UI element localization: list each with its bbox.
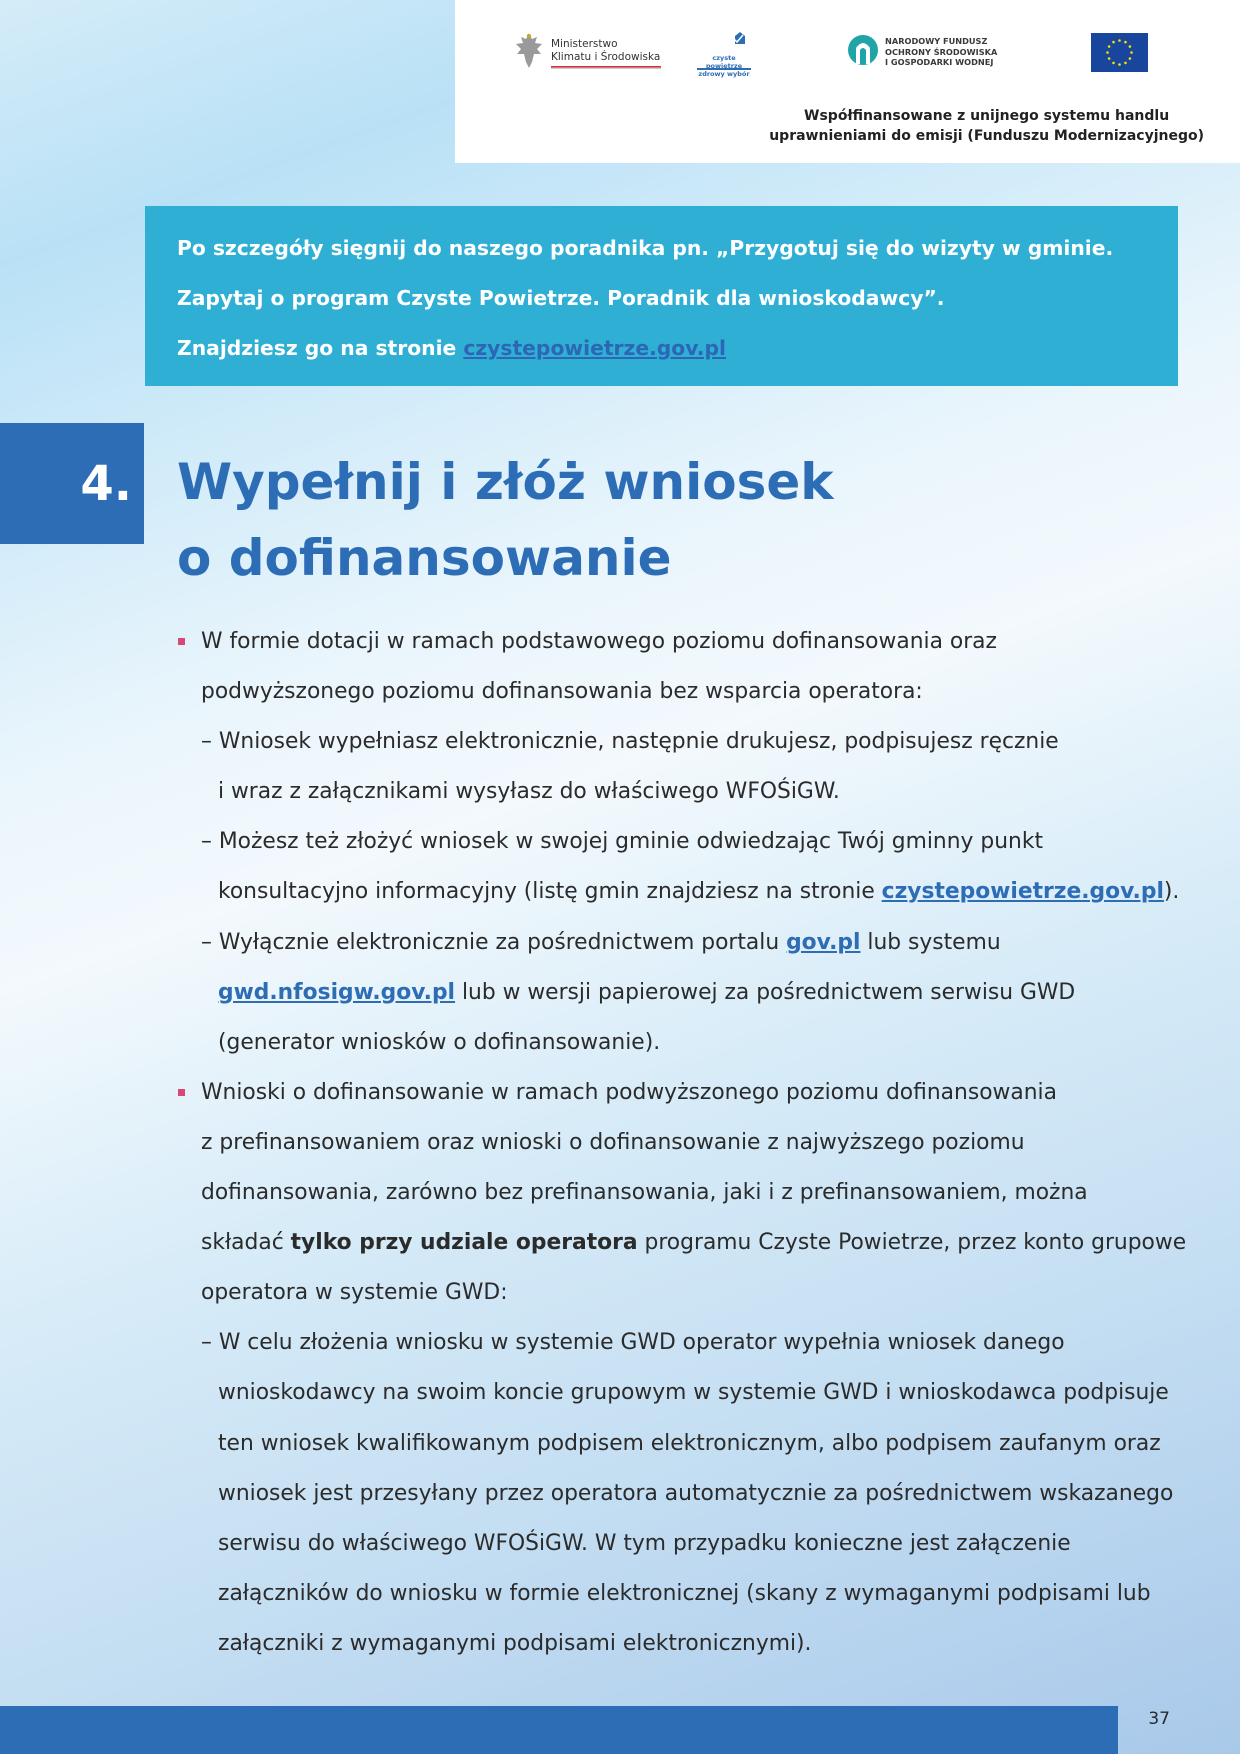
ministry-logo xyxy=(513,32,660,70)
eu-stars-icon xyxy=(1091,33,1148,72)
body-text: załączników do wniosku w formie elektronicznej (skany z wymaganymi podpisami lub xyxy=(218,1580,1151,1606)
body-line xyxy=(177,1268,1187,1318)
bullet-square-icon xyxy=(178,638,185,645)
title-line-1: Wypełnij i złóż wniosek xyxy=(177,453,834,511)
body-text: – W celu złożenia wniosku w systemie GWD operator wypełnia wniosek danego xyxy=(201,1330,1065,1356)
gov-pl-link[interactable]: gov.pl xyxy=(786,929,861,955)
czyste-powietrze-logo xyxy=(697,32,753,78)
body-text: ten wniosek kwalifikowanym podpisem elektronicznym, albo podpisem zaufanym oraz xyxy=(218,1430,1161,1456)
section-number: 4. xyxy=(0,423,144,544)
body-line xyxy=(177,1619,1187,1669)
body-line xyxy=(177,1569,1187,1619)
body-text: wnioskodawcy na swoim koncie grupowym w systemie GWD i wnioskodawca podpisuje xyxy=(218,1380,1169,1406)
body-text: dofinansowania, zarówno bez prefinansowania, jaki i z prefinansowaniem, można xyxy=(201,1180,1088,1206)
body-text: Wnioski o dofinansowanie w ramach podwyższonego poziomu dofinansowania xyxy=(201,1079,1057,1105)
cp-line-2: zdrowy wybór xyxy=(698,70,750,78)
dash-item xyxy=(177,717,1187,767)
infobox-line-3-text: Znajdziesz go na stronie xyxy=(177,336,464,360)
body-line xyxy=(177,1218,1187,1268)
body-text: z prefinansowaniem oraz wnioski o dofinansowanie z najwyższego poziomu xyxy=(201,1129,1025,1155)
body-text: programu Czyste Powietrze, przez konto grupowe xyxy=(637,1230,1187,1256)
body-text: serwisu do właściwego WFOŚiGW. W tym przypadku konieczne jest załączenie xyxy=(218,1530,1071,1556)
nf-line-3: I GOSPODARKI WODNEJ xyxy=(885,57,994,68)
cofin-line-2: uprawnieniami do emisji (Funduszu Modernizacyjnego) xyxy=(769,128,1204,144)
list-item xyxy=(177,1068,1187,1118)
body-line xyxy=(177,1469,1187,1519)
body-text: – Wniosek wypełniasz elektronicznie, następnie drukujesz, podpisujesz ręcznie xyxy=(201,729,1059,755)
nf-line-2: OCHRONY ŚRODOWISKA xyxy=(885,46,998,57)
ministry-flag-underline xyxy=(551,66,661,69)
gwd-nfosigw-link[interactable]: gwd.nfosigw.gov.pl xyxy=(218,979,456,1005)
body-line xyxy=(177,968,1187,1018)
bullet-square-icon xyxy=(178,1089,185,1096)
nf-line-1: NARODOWY FUNDUSZ xyxy=(885,36,988,47)
ministry-line-2: Klimatu i Środowiska xyxy=(551,51,661,63)
body-text: W formie dotacji w ramach podstawowego poziomu dofinansowania oraz xyxy=(201,629,997,654)
guide-infobox xyxy=(145,206,1178,386)
list-item xyxy=(177,617,1187,667)
body-line xyxy=(177,1519,1187,1569)
body-text: załączniki z wymaganymi podpisami elektronicznymi). xyxy=(218,1630,812,1656)
body-text: podwyższonego poziomu dofinansowania bez wsparcia operatora: xyxy=(201,679,923,705)
body-line xyxy=(177,1419,1187,1469)
body-text: – Wyłącznie elektronicznie za pośrednictwem portalu xyxy=(201,929,787,955)
nfosigw-leaf-icon xyxy=(847,34,879,70)
cofin-line-1: Współfinansowane z unijnego systemu handlu xyxy=(804,108,1170,124)
body-text: ). xyxy=(1163,879,1180,905)
infobox-line-2: Zapytaj o program Czyste Powietrze. Poradnik dla wnioskodawcy”. xyxy=(177,286,945,310)
dash-item xyxy=(177,817,1187,867)
body-content xyxy=(177,617,1187,1669)
body-line xyxy=(177,667,1187,717)
infobox-line-3 xyxy=(177,323,1146,373)
body-line xyxy=(177,1118,1187,1168)
dash-item xyxy=(177,1318,1187,1368)
header-logos-panel xyxy=(455,0,1240,163)
eu-flag-logo xyxy=(1091,33,1148,72)
czystepowietrze-link[interactable]: czystepowietrze.gov.pl xyxy=(463,336,726,360)
body-text: lub w wersji papierowej za pośrednictwem serwisu GWD xyxy=(455,979,1076,1005)
body-text: (generator wniosków o dofinansowanie). xyxy=(218,1029,661,1055)
ministry-line-1: Ministerstwo xyxy=(551,38,618,50)
czyste-powietrze-text xyxy=(697,42,751,78)
cofinancing-note xyxy=(769,106,1204,146)
cp-line-1: czyste powietrze xyxy=(705,54,743,70)
body-text: i wraz z załącznikami wysyłasz do właściwego WFOŚiGW. xyxy=(218,779,840,805)
body-line xyxy=(177,767,1187,817)
nfosigw-name xyxy=(885,36,997,68)
body-text: konsultacyjno informacyjny (listę gmin znajdziesz na stronie xyxy=(218,879,882,905)
nfosigw-logo xyxy=(847,34,997,70)
page-number: 37 xyxy=(1148,1709,1170,1729)
section-title xyxy=(177,444,834,596)
body-text: lub systemu xyxy=(860,929,1001,955)
body-text: składać xyxy=(201,1230,291,1256)
ministry-name xyxy=(551,38,660,64)
title-line-2: o dofinansowanie xyxy=(177,529,672,587)
czystepowietrze-inline-link[interactable]: czystepowietrze.gov.pl xyxy=(881,879,1164,905)
body-text: – Możesz też złożyć wniosek w swojej gminie odwiedzając Twój gminny punkt xyxy=(201,829,1043,855)
body-line xyxy=(177,1168,1187,1218)
body-line xyxy=(177,1368,1187,1418)
body-line xyxy=(177,1018,1187,1068)
infobox-line-1: Po szczegóły sięgnij do naszego poradnika pn. „Przygotuj się do wizyty w gminie. xyxy=(177,236,1114,260)
emphasis-text: tylko przy udziale operatora xyxy=(290,1230,638,1256)
body-text: wniosek jest przesyłany przez operatora automatycznie za pośrednictwem wskazanego xyxy=(218,1480,1174,1506)
dash-item xyxy=(177,918,1187,968)
house-roof-icon xyxy=(707,32,747,44)
body-line xyxy=(177,867,1187,917)
eagle-emblem-icon xyxy=(513,32,545,70)
body-text: operatora w systemie GWD: xyxy=(201,1280,508,1306)
footer-bar xyxy=(0,1706,1118,1754)
